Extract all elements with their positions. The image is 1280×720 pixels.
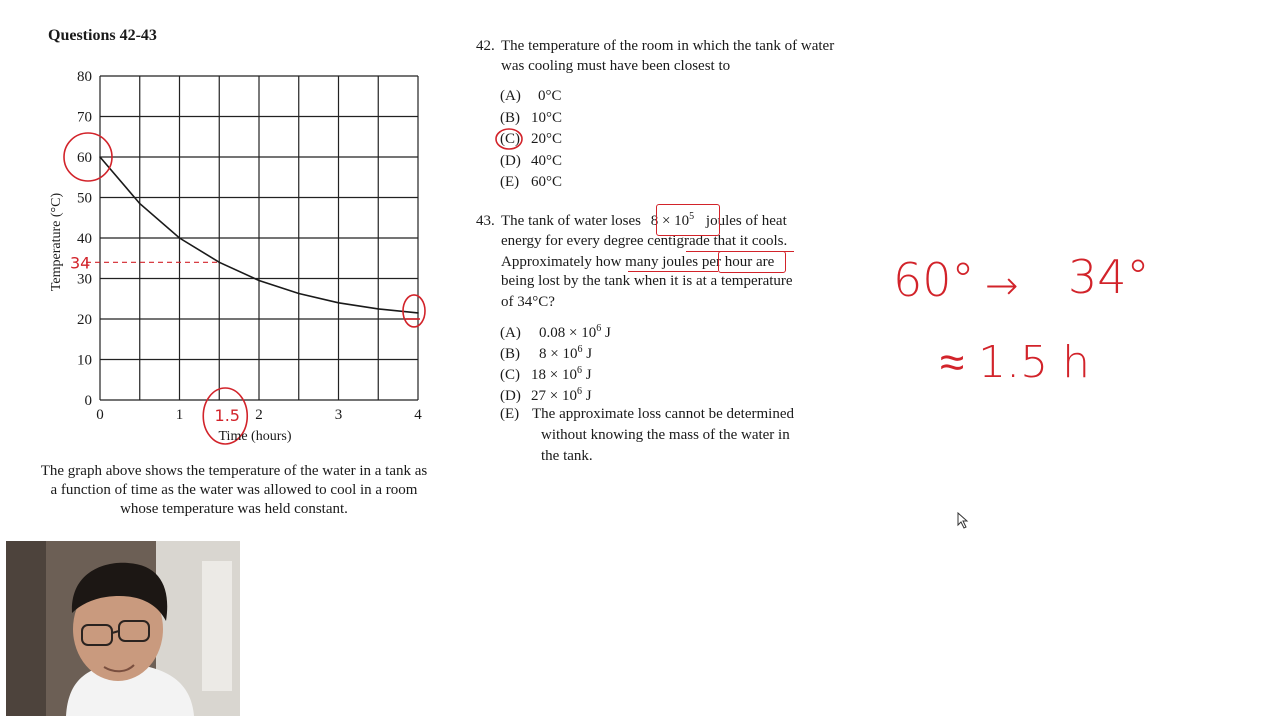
q42-text: The temperature of the room in which the tank of water was cooling must have been closest to: [501, 38, 835, 74]
question-42: [476, 37, 846, 77]
q42-option-value: 20°C: [531, 131, 563, 147]
many-joules-underline: [628, 271, 718, 272]
q42-option: [500, 108, 620, 128]
q42-option-letter: (E): [500, 174, 520, 190]
x-tick-label: 1: [175, 407, 184, 423]
mouse-cursor-icon: [957, 512, 971, 530]
x-tick-label: 0: [96, 407, 104, 423]
q42-option: [500, 151, 620, 171]
presenter-video: [6, 541, 240, 716]
q43-option-base: 18 × 10: [531, 367, 577, 383]
x-tick-label: 2: [255, 407, 263, 423]
curve-point: [139, 203, 141, 205]
y-tick-label: 40: [77, 231, 92, 247]
q42-option-value: 40°C: [531, 152, 563, 169]
q43-line3b: many joules: [625, 254, 699, 270]
questions-header: Questions 42-43: [48, 27, 157, 44]
curve-point: [338, 302, 340, 304]
q43-option-base: 27 × 10: [531, 388, 577, 404]
q43-option-base: 0.08 × 10: [539, 325, 597, 341]
chart-caption: The graph above shows the temperature of the water in a tank as a function of time as the water was allowed to cool in a room whose temperature was held constant.: [40, 463, 428, 517]
curve-point: [99, 156, 101, 158]
q43-option-e-letter: (E): [500, 406, 520, 422]
q43-option-e: [500, 405, 840, 467]
dashed-34-label: 34: [70, 253, 91, 273]
y-axis-label: Temperature (°C): [49, 192, 64, 292]
q43-energy-exp: 5: [689, 211, 695, 222]
q43-option-value: [531, 386, 592, 406]
energy-highlight-box: [656, 204, 720, 236]
q43-option-exp: 6: [577, 344, 583, 355]
y-tick-label: 80: [77, 69, 92, 85]
q43-option-letter: (B): [500, 346, 520, 362]
q43-option-e-line3: the tank.: [541, 448, 593, 464]
y-tick-label: 10: [77, 352, 92, 369]
q43-line1b: joules of heat: [705, 213, 787, 229]
q42-option-letter: (D): [500, 152, 521, 169]
degree-cools-underline: [686, 251, 794, 252]
q43-option: [500, 386, 700, 406]
q43-option-unit: J: [582, 346, 593, 362]
q43-option-exp: 6: [576, 365, 582, 376]
q43-option-exp: 6: [576, 386, 582, 397]
y-tick-label: 50: [77, 190, 92, 207]
x-tick-label: 3: [334, 407, 343, 423]
note-time-estimate: ≈ 1.5 h: [940, 337, 1090, 388]
curve-point: [298, 293, 300, 295]
q42-option-letter: (A): [500, 88, 521, 104]
q43-number: 43.: [476, 213, 495, 229]
circle-1-5-label: 1.5: [214, 406, 240, 425]
q42-option-value: 60°C: [531, 174, 563, 190]
curve-point: [377, 308, 379, 310]
y-tick-label: 60: [77, 150, 92, 166]
y-tick-label: 30: [77, 271, 92, 288]
chart-grid: [100, 76, 418, 400]
x-axis-label: Time (hours): [218, 429, 292, 444]
q42-option-value: 10°C: [531, 109, 563, 126]
q43-option-e-line1: The approximate loss cannot be determined: [532, 406, 794, 422]
note-34-degrees: 34°: [1068, 250, 1150, 304]
curve-point: [258, 280, 260, 282]
q42-option-value: 0°C: [538, 88, 562, 104]
q42-option-letter: (B): [500, 109, 520, 126]
y-tick-label: 70: [77, 109, 92, 126]
q42-option: [500, 172, 620, 192]
q43-option-value: [531, 365, 592, 385]
note-60-degrees: 60°: [893, 253, 975, 307]
curve-point: [417, 312, 419, 314]
q43-option-unit: J: [601, 325, 611, 341]
q42-option-letter: (C): [500, 131, 520, 147]
q43-line5: of 34°C?: [501, 294, 555, 310]
q43-line3d: are: [755, 254, 775, 270]
q43-option-unit: J: [581, 367, 592, 383]
q43-line1a: The tank of water loses: [501, 213, 641, 229]
q43-line3a: Approximately how: [501, 254, 622, 270]
q42-answer-circle: [493, 127, 525, 151]
q43-option: [500, 323, 700, 343]
q43-energy-base: 8 × 10: [650, 213, 690, 229]
temperature-time-chart: [40, 60, 440, 450]
q43-line3c: per hour: [701, 254, 753, 270]
y-tick-label: 20: [77, 312, 92, 328]
q43-option-unit: J: [581, 388, 592, 404]
chart-annotations: [64, 133, 425, 444]
curve-point: [179, 237, 181, 239]
q43-line2: energy for every degree centigrade that it cools.: [501, 233, 788, 249]
q43-option: [500, 365, 700, 385]
q43-option-letter: (A): [500, 325, 521, 341]
y-tick-label: 0: [84, 393, 92, 409]
chart-ticks: [77, 69, 422, 423]
q43-option: [500, 344, 700, 364]
q43-option-e-line2: without knowing the mass of the water in: [541, 427, 790, 443]
q42-number: 42.: [476, 38, 495, 54]
q43-option-letter: (D): [500, 388, 521, 404]
per-hour-highlight-box: [718, 251, 786, 273]
webcam-overlay: [6, 541, 240, 716]
q42-option: [500, 86, 620, 106]
curve-point: [218, 262, 220, 264]
q43-line4: being lost by the tank when it is at a temperature: [501, 273, 793, 289]
note-arrow: →: [985, 263, 1019, 309]
q43-option-letter: (C): [500, 367, 520, 383]
q43-line1: [501, 212, 787, 232]
x-tick-label: 4: [414, 407, 422, 423]
q43-option-base: 8 × 10: [539, 346, 578, 362]
q43-option-value: [539, 323, 611, 343]
q43-option-value: [539, 344, 592, 364]
q43-option-exp: 6: [596, 323, 602, 334]
